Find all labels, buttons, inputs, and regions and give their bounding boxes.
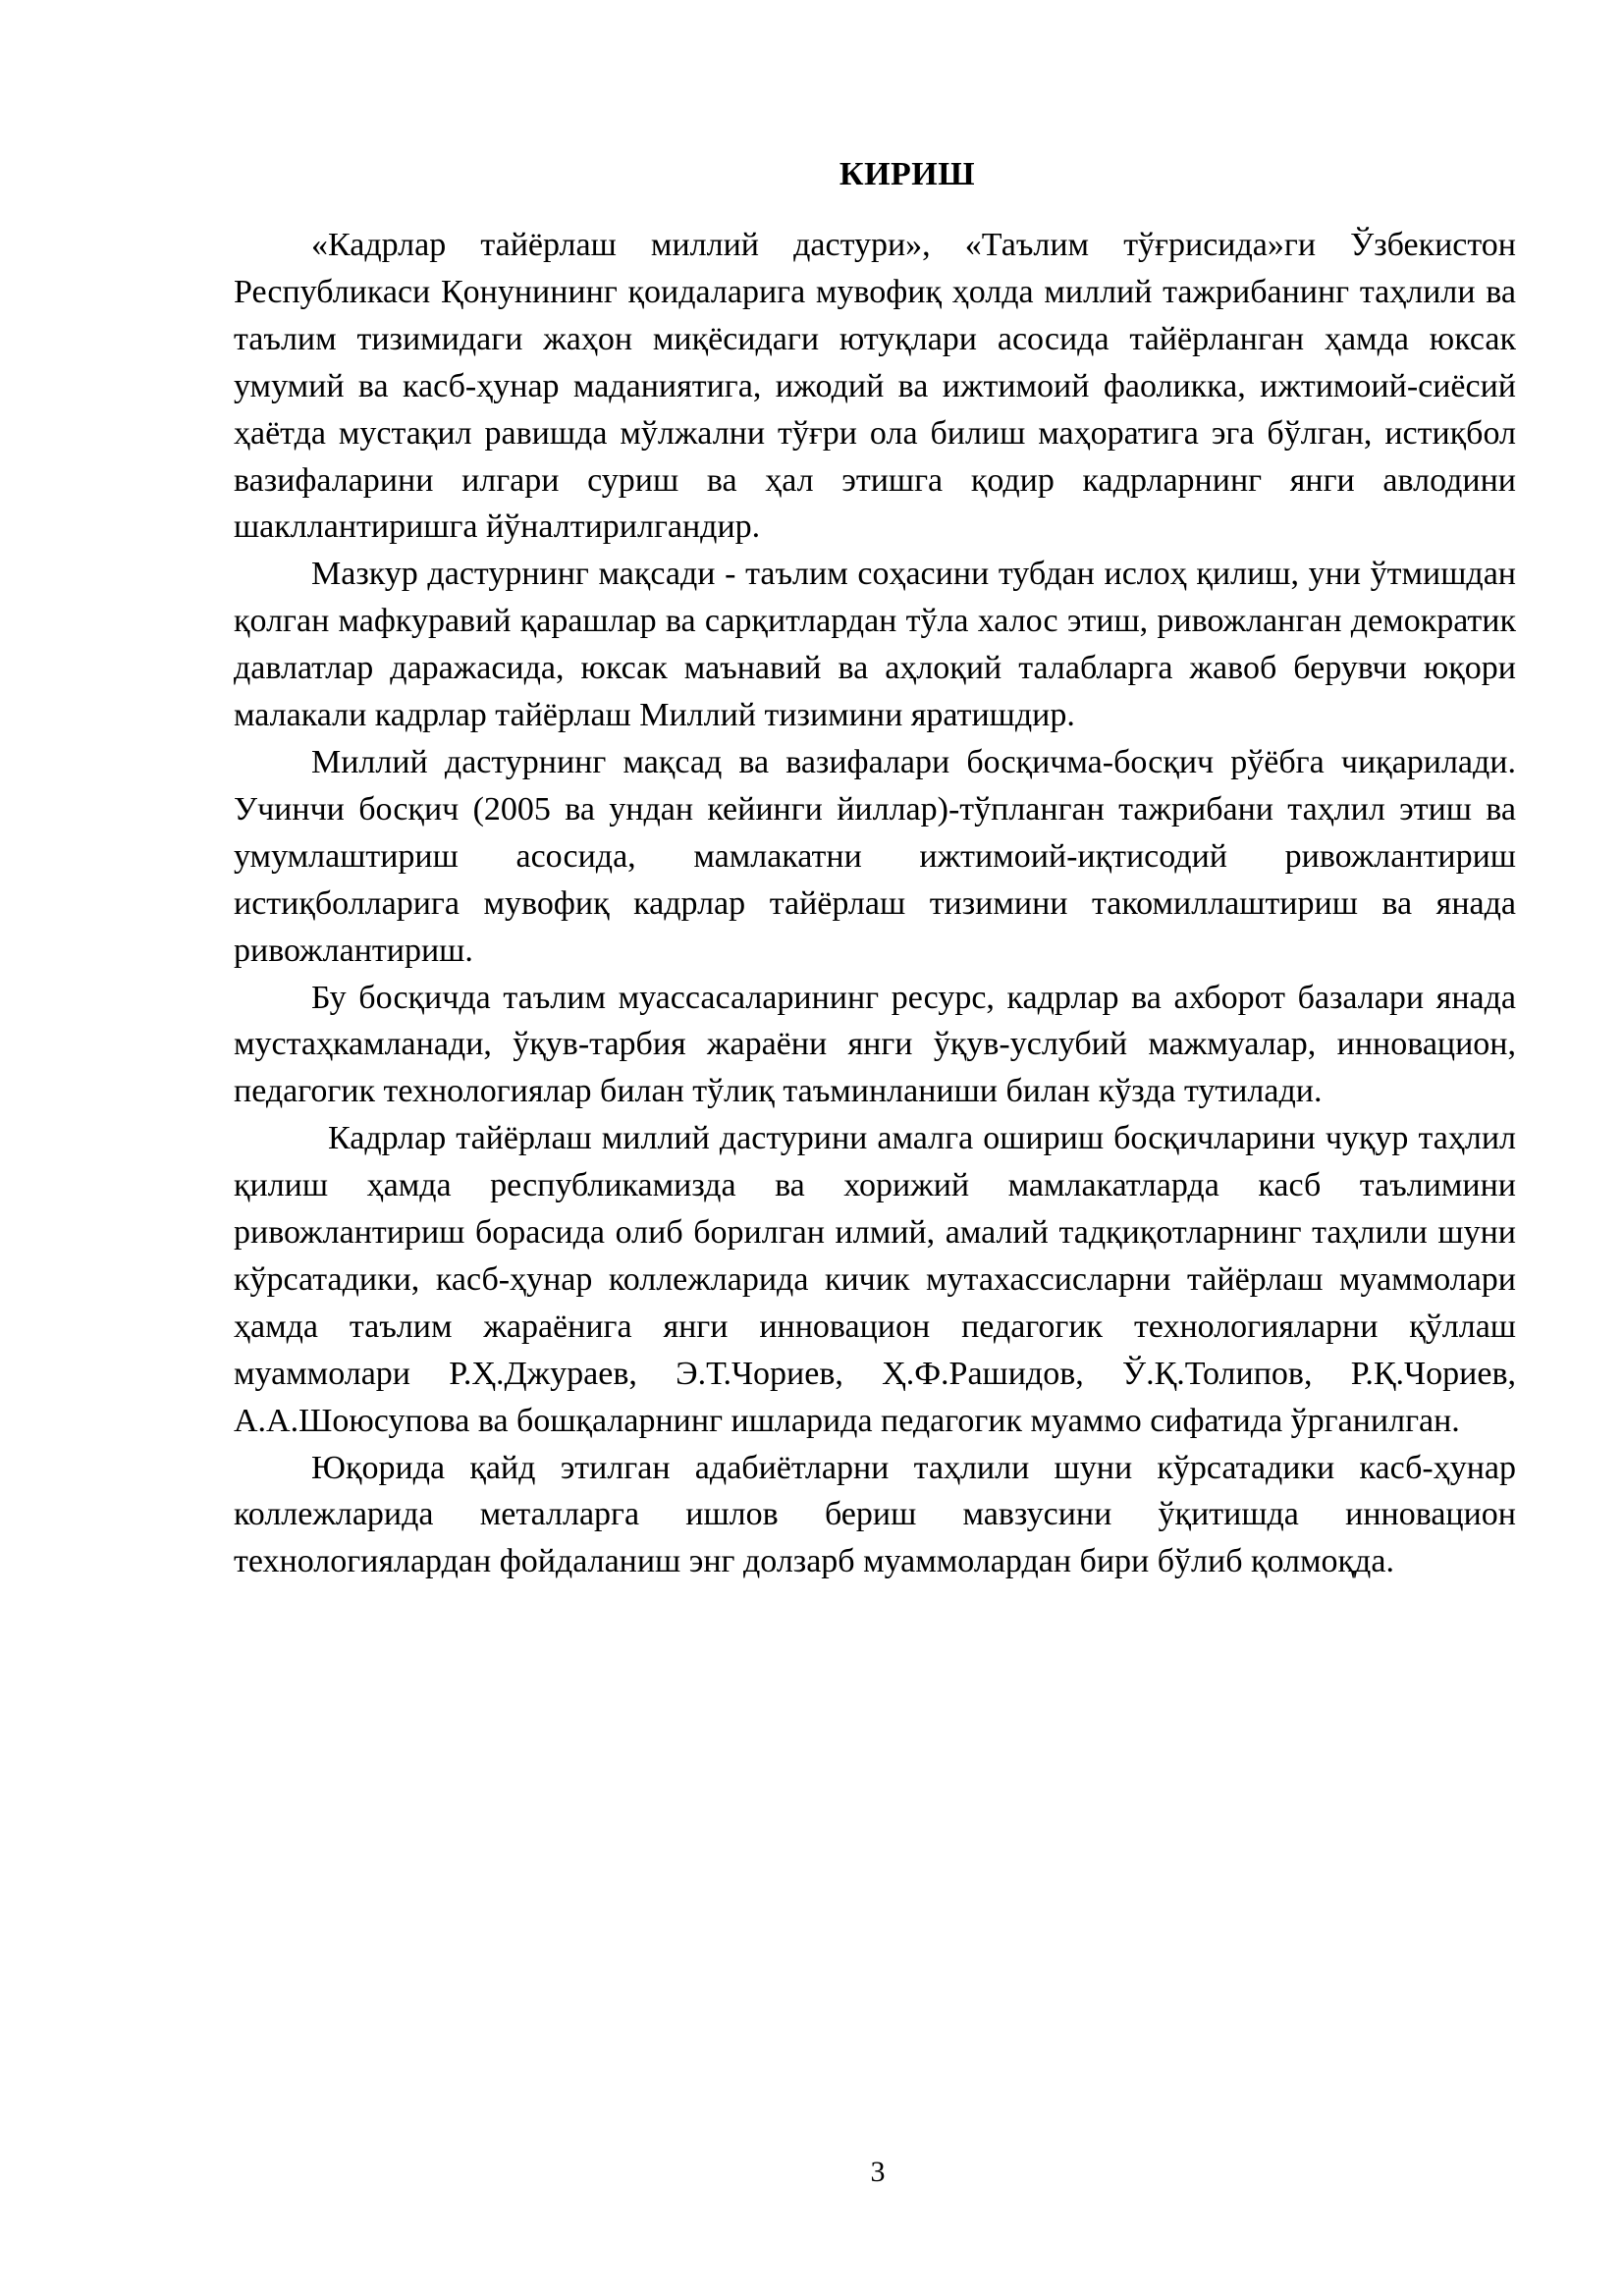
paragraph-1: «Кадрлар тайёрлаш миллий дастури», «Таълим тўғрисида»ги Ўзбекистон Республикаси Қонунининг қоидаларига мувофиқ ҳолда миллий тажрибанинг таҳлили ва таълим тизимидаги жаҳон миқёсидаги ютуқлари асосида тайёрланган ҳамда юксак умумий ва касб-ҳунар маданиятига, ижодий ва ижтимоий фаоликка, ижтимоий-сиёсий ҳаётда мустақил равишда мўлжални тўғри ола билиш маҳоратига эга бўлган, истиқбол вазифаларини илгари суриш ва ҳал этишга қодир кадрларнинг янги авлодини шакллантиришга йўналтирилгандир.	[234, 227, 1516, 546]
paragraph-2: Мазкур дастурнинг мақсади - таълим соҳасини тубдан ислоҳ қилиш, уни ўтмишдан қолган мафкуравий қарашлар ва сарқитлардан тўла халос этиш, ривожланган демократик давлатлар даражасида, юксак маънавий ва аҳлоқий талабларга жавоб берувчи юқори малакали кадрлар тайёрлаш Миллий тизимини яратишдир.	[234, 556, 1516, 734]
section-heading: КИРИШ	[839, 156, 976, 192]
paragraph-4: Бу босқичда таълим муассасаларининг ресурс, кадрлар ва ахборот базалари янада мустаҳкамланади, ўқув-тарбия жараёни янги ўқув-услубий мажмуалар, инновацион, педагогик технологиялар билан тўлиқ таъминланиши билан кўзда тутилади.	[234, 979, 1516, 1110]
paragraph-3: Миллий дастурнинг мақсад ва вазифалари босқичма-босқич рўёбга чиқарилади. Учинчи босқич (2005 ва ундан кейинги йиллар)-тўпланган тажрибани таҳлил этиш ва умумлаштириш асосида, мамлакатни ижтимоий-иқтисодий ривожлантириш истиқболларига мувофиқ кадрлар тайёрлаш тизимини такомиллаштириш ва янада ривожлантириш.	[234, 743, 1516, 969]
body-text	[234, 222, 1516, 1585]
paragraph-5: Кадрлар тайёрлаш миллий дастурини амалга ошириш босқичларини чуқур таҳлил қилиш ҳамда республикамизда ва хорижий мамлакатларда касб таълимини ривожлантириш борасида олиб борилган илмий, амалий тадқиқотларнинг таҳлили шуни кўрсатадики, касб-ҳунар коллежларида кичик мутахассисларни тайёрлаш муаммолари ҳамда таълим жараёнига янги инновацион педагогик технологияларни қўллаш муаммолари Р.Ҳ.Джураев, Э.Т.Чориев, Ҳ.Ф.Рашидов, Ў.Қ.Толипов, Р.Қ.Чориев, А.А.Шоюсупова ва бошқаларнинг ишларида педагогик муаммо сифатида ўрганилган.	[234, 1120, 1516, 1439]
page-number: 3	[870, 2156, 886, 2188]
paragraph-6: Юқорида қайд этилган адабиётларни таҳлили шуни кўрсатадики касб-ҳунар коллежларида металларга ишлов бериш мавзусини ўқитишда инновацион технологиялардан фойдаланиш энг долзарб муаммолардан бири бўлиб қолмоқда.	[234, 1449, 1516, 1580]
